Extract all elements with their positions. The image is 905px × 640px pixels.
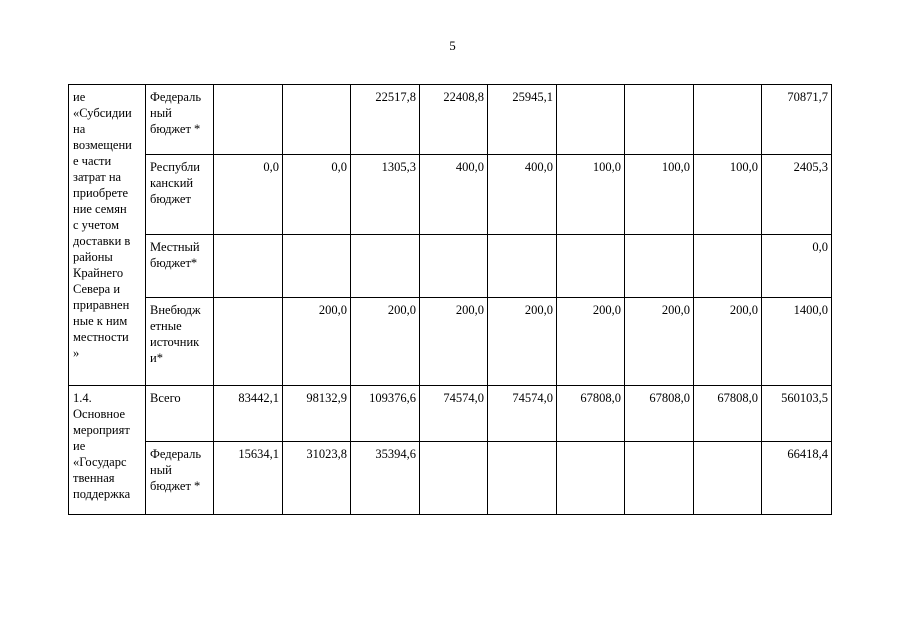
value-cell: 74574,0 (488, 386, 557, 442)
value-cell (283, 85, 351, 155)
value-cell: 83442,1 (214, 386, 283, 442)
value-cell: 25945,1 (488, 85, 557, 155)
measure-name-line: ие (73, 90, 86, 104)
value-cell (214, 298, 283, 386)
value-cell: 109376,6 (351, 386, 420, 442)
funding-source-line: ный (150, 463, 172, 477)
table-row (69, 298, 832, 386)
funding-source-cell (146, 155, 214, 235)
value-cell: 100,0 (694, 155, 762, 235)
page-number: 5 (449, 38, 456, 53)
value-cell (625, 442, 694, 515)
funding-source-line: бюджет * (150, 479, 201, 493)
funding-source-line: Федераль (150, 447, 202, 461)
funding-source-cell (146, 85, 214, 155)
total-value-cell: 66418,4 (762, 442, 832, 515)
value-cell (214, 85, 283, 155)
value-cell: 35394,6 (351, 442, 420, 515)
total-value-cell: 2405,3 (762, 155, 832, 235)
value-cell: 200,0 (625, 298, 694, 386)
measure-name-line: районы (73, 250, 113, 264)
measure-name-cell (69, 386, 146, 515)
funding-source-line: бюджет * (150, 122, 201, 136)
value-cell: 15634,1 (214, 442, 283, 515)
measure-name-line: местности (73, 330, 129, 344)
budget-table (68, 84, 832, 515)
value-cell (420, 235, 488, 298)
total-value-cell: 560103,5 (762, 386, 832, 442)
value-cell (351, 235, 420, 298)
measure-name-line: поддержка (73, 487, 131, 501)
funding-source-cell (146, 298, 214, 386)
measure-name-line: Основное (73, 407, 126, 421)
value-cell: 200,0 (694, 298, 762, 386)
measure-name-line: Крайнего (73, 266, 124, 280)
measure-name-line: Севера и (73, 282, 121, 296)
value-cell (283, 235, 351, 298)
measure-name-line: ние семян (73, 202, 127, 216)
value-cell: 100,0 (557, 155, 625, 235)
funding-source-line: канский (150, 176, 194, 190)
funding-source-cell (146, 442, 214, 515)
measure-name-line: возмещени (73, 138, 132, 152)
value-cell (214, 235, 283, 298)
value-cell: 200,0 (351, 298, 420, 386)
measure-name-line: на (73, 122, 86, 136)
value-cell (625, 235, 694, 298)
measure-name-line: «Государс (73, 455, 127, 469)
value-cell (694, 442, 762, 515)
value-cell (694, 235, 762, 298)
funding-source-line: Местный (150, 240, 200, 254)
value-cell: 200,0 (488, 298, 557, 386)
measure-name-line: приобрете (73, 186, 129, 200)
value-cell (557, 442, 625, 515)
value-cell (694, 85, 762, 155)
funding-source-line: Всего (150, 391, 181, 405)
measure-name-cell (69, 85, 146, 386)
value-cell: 200,0 (420, 298, 488, 386)
measure-name-line: 1.4. (73, 391, 92, 405)
measure-name-line: затрат на (73, 170, 122, 184)
measure-name-line: «Субсидии (73, 106, 132, 120)
funding-source-cell (146, 235, 214, 298)
funding-source-line: Федераль (150, 90, 202, 104)
value-cell: 400,0 (488, 155, 557, 235)
funding-source-line: Республи (150, 160, 200, 174)
value-cell: 22517,8 (351, 85, 420, 155)
value-cell: 67808,0 (625, 386, 694, 442)
table-row (69, 442, 832, 515)
value-cell: 100,0 (625, 155, 694, 235)
value-cell: 1305,3 (351, 155, 420, 235)
funding-source-cell (146, 386, 214, 442)
total-value-cell: 0,0 (762, 235, 832, 298)
value-cell: 31023,8 (283, 442, 351, 515)
measure-name-line: приравнен (73, 298, 130, 312)
value-cell (557, 235, 625, 298)
funding-source-line: етные (150, 319, 182, 333)
funding-source-line: бюджет (150, 192, 191, 206)
value-cell: 74574,0 (420, 386, 488, 442)
value-cell (625, 85, 694, 155)
table-row (69, 386, 832, 442)
measure-name-line: е части (73, 154, 112, 168)
total-value-cell: 1400,0 (762, 298, 832, 386)
value-cell: 0,0 (214, 155, 283, 235)
measure-name-line: доставки в (73, 234, 131, 248)
funding-source-line: бюджет* (150, 256, 198, 270)
measure-name-line: с учетом (73, 218, 119, 232)
table-row (69, 85, 832, 155)
total-value-cell: 70871,7 (762, 85, 832, 155)
funding-source-line: источник (150, 335, 200, 349)
value-cell: 67808,0 (694, 386, 762, 442)
measure-name-line: мероприят (73, 423, 130, 437)
table-row (69, 235, 832, 298)
value-cell (488, 442, 557, 515)
value-cell: 0,0 (283, 155, 351, 235)
value-cell: 67808,0 (557, 386, 625, 442)
funding-source-line: и* (150, 351, 163, 365)
value-cell (557, 85, 625, 155)
value-cell: 200,0 (557, 298, 625, 386)
value-cell: 22408,8 (420, 85, 488, 155)
measure-name-line: твенная (73, 471, 115, 485)
value-cell: 400,0 (420, 155, 488, 235)
value-cell: 200,0 (283, 298, 351, 386)
funding-source-line: Внебюдж (150, 303, 201, 317)
table-row (69, 155, 832, 235)
measure-name-line: ие (73, 439, 86, 453)
value-cell (488, 235, 557, 298)
value-cell: 98132,9 (283, 386, 351, 442)
measure-name-line: ные к ним (73, 314, 128, 328)
funding-source-line: ный (150, 106, 172, 120)
value-cell (420, 442, 488, 515)
measure-name-line: » (73, 346, 80, 360)
